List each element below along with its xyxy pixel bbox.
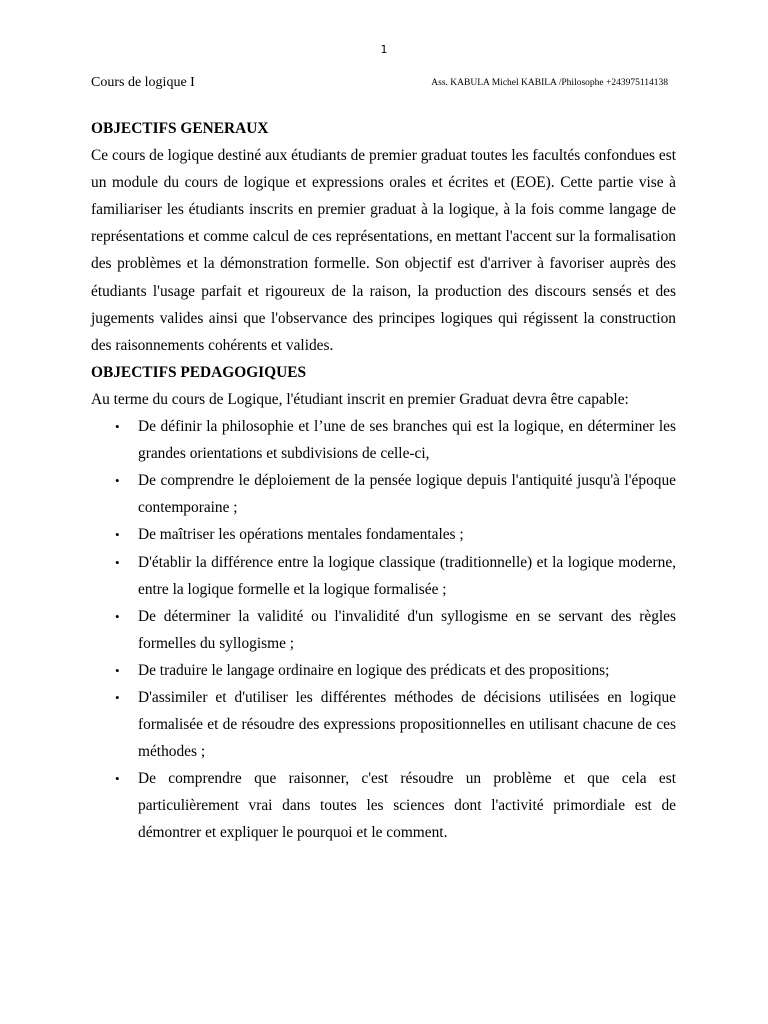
list-item-text: De comprendre que raisonner, c'est résoudre un problème et que cela est particulièrement vrai dans toutes les sciences dont l'activité primordiale est de démontrer et expliquer le pourquoi et le comment. — [138, 770, 676, 842]
document-body — [91, 115, 676, 847]
list-item-text: D'assimiler et d'utiliser les différentes méthodes de décisions utilisées en logique formalisée et de résoudre des expressions propositionnelles en utilisant chacune de ces méthodes ; — [138, 688, 676, 761]
list-item — [91, 413, 676, 467]
general-objectives-text: Ce cours de logique destiné aux étudiants de premier graduat toutes les facultés confondues est un module du cours de logique et expressions orales et écrites et (EOE). Cette partie vise à familiariser les étudiants inscrits en premier graduat à la logique, à la fois comme langage de représentations et comme calcul de ces représentations, en mettant l'accent sur la formalisation des problèmes et la démonstration formelle. Son objectif est d'arriver à favoriser auprès des étudiants l'usage parfait et rigoureux de la raison, la production des discours sensés et des jugements valides ainsi que l'observance des principes logiques qui régissent la construction des raisonnements cohérents et valides. — [91, 147, 676, 354]
list-item — [91, 765, 676, 846]
list-item — [91, 521, 676, 548]
list-item-text: De maîtriser les opérations mentales fondamentales ; — [138, 526, 464, 544]
page-number: 1 — [380, 43, 388, 56]
bullet-icon: • — [115, 689, 120, 705]
bullet-icon: • — [115, 662, 120, 678]
list-item — [91, 603, 676, 657]
objectives-list — [91, 413, 676, 847]
general-objectives-heading: OBJECTIFS GENERAUX — [91, 120, 269, 137]
list-item — [91, 549, 676, 603]
list-item-text: De déterminer la validité ou l'invalidité d'un syllogisme en se servant des règles formelles du syllogisme ; — [138, 607, 676, 652]
bullet-icon: • — [115, 608, 120, 624]
pedagogical-objectives-intro: Au terme du cours de Logique, l'étudiant inscrit en premier Graduat devra être capable: — [91, 390, 629, 408]
bullet-icon: • — [115, 527, 120, 543]
bullet-icon: • — [115, 771, 120, 787]
list-item-text: De traduire le langage ordinaire en logique des prédicats et des propositions; — [138, 661, 610, 679]
page-header — [91, 75, 668, 93]
course-title: Cours de logique I — [91, 75, 195, 90]
bullet-icon: • — [115, 419, 120, 435]
list-item — [91, 684, 676, 765]
author-info: Ass. KABULA Michel KABILA /Philosophe +243975114138 — [431, 78, 668, 88]
list-item-text: D'établir la différence entre la logique classique (traditionnelle) et la logique moderne, entre la logique formelle et la logique formalisée ; — [138, 553, 676, 598]
list-item-text: De définir la philosophie et l’une de ses branches qui est la logique, en déterminer les grandes orientations et subdivisions de celle-ci, — [138, 418, 676, 463]
bullet-icon: • — [115, 473, 120, 489]
bullet-icon: • — [115, 554, 120, 570]
list-item — [91, 657, 676, 684]
list-item-text: De comprendre le déploiement de la pensée logique depuis l'antiquité jusqu'à l'époque contemporaine ; — [138, 472, 676, 517]
pedagogical-objectives-heading: OBJECTIFS PEDAGOGIQUES — [91, 363, 307, 381]
list-item — [91, 467, 676, 521]
